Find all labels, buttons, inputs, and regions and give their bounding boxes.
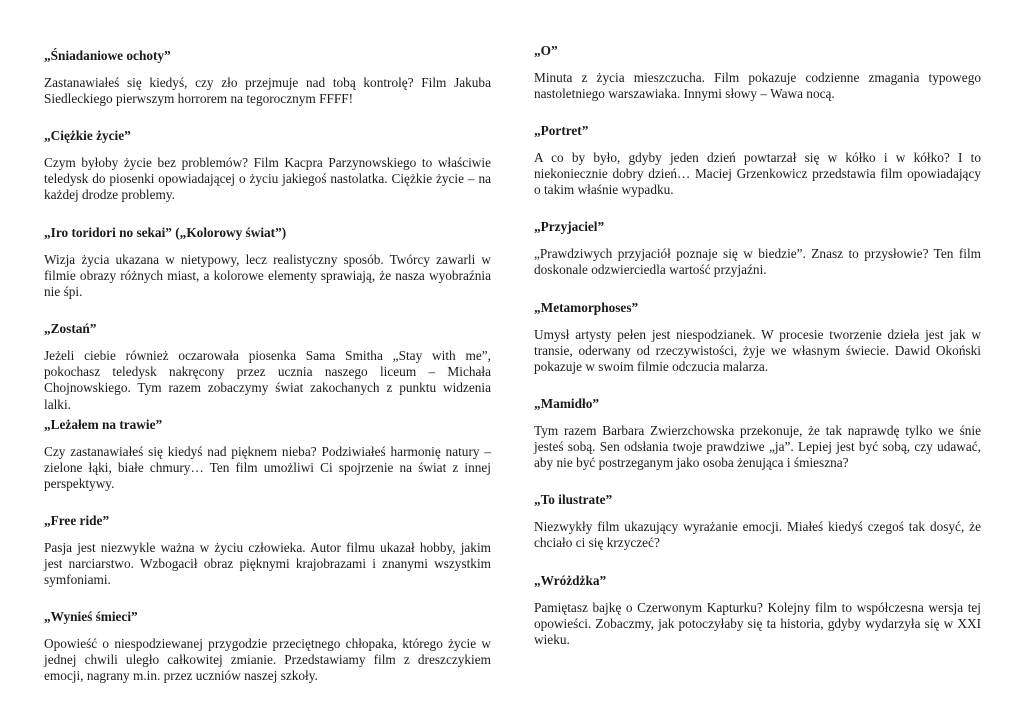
film-entry [534,123,981,199]
film-title: „Portret” [534,123,589,138]
film-description: Czy zastanawiałeś się kiedyś nad pięknem nieba? Podziwiałeś harmonię natury – zielone łąki, białe chmury… Ten film umożliwi Ci spojrzenie na świat z innej perspektywy. [44,444,491,492]
film-description: Pasja jest niezwykle ważna w życiu człowieka. Autor filmu ukazał hobby, jakim jest narciarstwo. Wzbogacił obraz pięknymi krajobrazami i znanymi wszystkim symfoniami. [44,540,491,588]
film-description: Minuta z życia mieszczucha. Film pokazuje codzienne zmagania typowego nastoletniego warszawiaka. Innymi słowy – Wawa nocą. [534,70,981,102]
film-entry [44,48,491,107]
film-entry [44,321,491,413]
film-description: Czym byłoby życie bez problemów? Film Kacpra Parzynowskiego to właściwie teledysk do piosenki opowiadającej o życiu jakiegoś nastolatka. Ciężkie życie – na każdej drodze problemy. [44,155,491,203]
film-title: „Przyjaciel” [534,219,605,234]
film-entry [534,396,981,472]
film-entry [534,43,981,102]
film-description: Opowieść o niespodziewanej przygodzie przeciętnego chłopaka, którego życie w jednej chwili uległo całkowitej zmianie. Przedstawiamy film z dreszczykiem emocji, nagrany m.in. przez uczniów naszej szkoły. [44,636,491,684]
film-description: Tym razem Barbara Zwierzchowska przekonuje, że tak naprawdę tylko we śnie jesteś sobą. Sen odsłania twoje prawdziwe „ja”. Lepiej jest być sobą, czy udawać, aby nie być postrzeganym jako osoba żenująca i śmieszna? [534,423,981,471]
film-entry [534,492,981,551]
film-description: A co by było, gdyby jeden dzień powtarzał się w kółko i w kółko? I to niekoniecznie dobry dzień… Maciej Grzenkowicz przedstawia film opowiadający o takim właśnie wypadku. [534,150,981,198]
film-title: „Wróżdżka” [534,573,607,588]
film-title: „To ilustrate” [534,492,613,507]
film-title: „Ciężkie życie” [44,128,131,143]
film-entry [534,573,981,649]
film-entry [44,513,491,589]
film-title: „Zostań” [44,321,97,336]
film-entry [44,609,491,685]
film-title: „Leżałem na trawie” [44,417,163,432]
film-description: „Prawdziwych przyjaciół poznaje się w biedzie”. Znasz to przysłowie? Ten film doskonale odzwierciedla wartość przyjaźni. [534,246,981,278]
film-entry [44,225,491,301]
film-title: „Wynieś śmieci” [44,609,138,624]
film-entry [44,417,491,493]
film-title: „Free ride” [44,513,110,528]
film-entry [44,128,491,204]
film-description: Niezwykły film ukazujący wyrażanie emocji. Miałeś kiedyś czegoś tak dosyć, że chciało ci się krzyczeć? [534,519,981,551]
film-title: „O” [534,43,558,58]
film-title: „Iro toridori no sekai” („Kolorowy świat”) [44,225,287,240]
film-description: Wizja życia ukazana w nietypowy, lecz realistyczny sposób. Twórcy zawarli w filmie obrazy różnych miast, a kolorowe elementy sprawiają, że nasza wyobraźnia nie śpi. [44,252,491,300]
film-description: Pamiętasz bajkę o Czerwonym Kapturku? Kolejny film to współczesna wersja tej opowieści. Zobaczmy, jak potoczyłaby się ta historia, gdyby wydarzyła się w XXI wieku. [534,600,981,648]
film-description: Umysł artysty pełen jest niespodzianek. W procesie tworzenie dzieła jest jak w transie, oderwany od rzeczywistości, żyje we własnym świecie. Dawid Okoński pokazuje w swoim filmie odczucia malarza. [534,327,981,375]
film-description: Zastanawiałeś się kiedyś, czy zło przejmuje nad tobą kontrolę? Film Jakuba Siedleckiego pierwszym horrorem na tegorocznym FFFF! [44,75,491,107]
film-entry [534,219,981,278]
film-title: „Metamorphoses” [534,300,639,315]
film-title: „Śniadaniowe ochoty” [44,48,171,63]
film-entry [534,300,981,376]
film-title: „Mamidło” [534,396,600,411]
film-description: Jeżeli ciebie również oczarowała piosenka Sama Smitha „Stay with me”, pokochasz teledysk nakręcony przez ucznia naszego liceum – Michała Chojnowskiego. Tym razem zobaczymy świat zakochanych z punktu widzenia lalki. [44,348,491,412]
